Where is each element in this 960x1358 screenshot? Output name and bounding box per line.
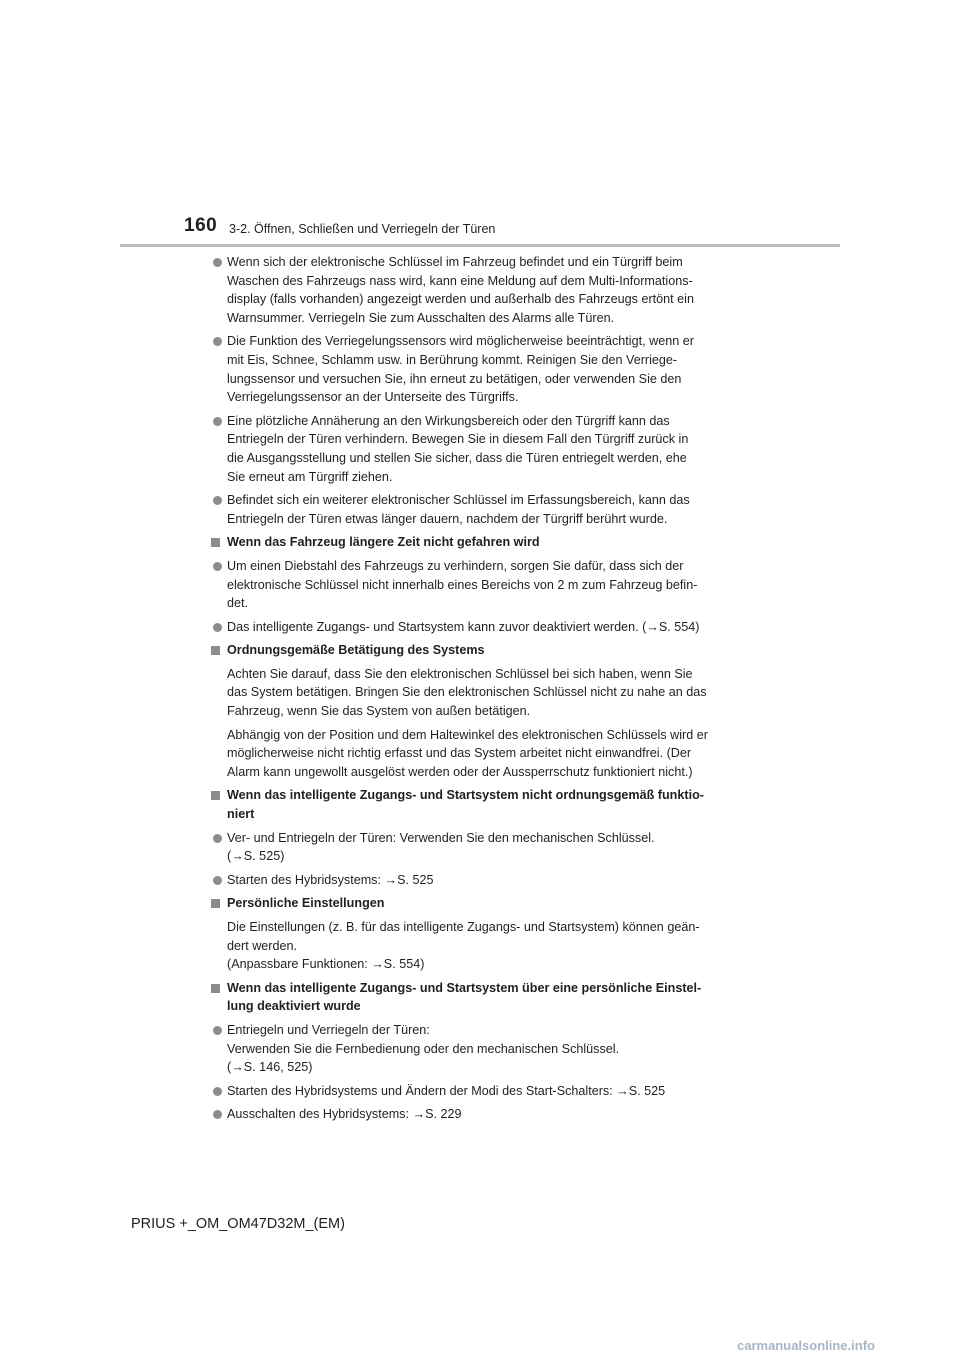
manual-code: PRIUS +_OM_OM47D32M_(EM) [131, 1216, 345, 1232]
bullet-dot-icon [213, 876, 222, 885]
text-line: Alarm kann ungewollt ausgelöst werden oder der Aussperrschutz funktioniert nicht.) [227, 764, 693, 779]
bullet-item [210, 253, 750, 327]
bullet-dot-icon [213, 623, 222, 632]
text-line: Starten des Hybridsystems: →S. 525 [227, 872, 434, 887]
text-line: Ver- und Entriegeln der Türen: Verwenden Sie den mechanischen Schlüssel. [227, 830, 655, 845]
text-line: (→S. 525) [227, 849, 285, 864]
text-line: Starten des Hybridsystems und Ändern der Modi des Start-Schalters: →S. 525 [227, 1083, 666, 1098]
text-line: elektronische Schlüssel nicht innerhalb eines Bereichs von 2 m zum Fahrzeug befin- [227, 577, 698, 592]
text-line: Die Einstellungen (z. B. für das intelligente Zugangs- und Startsystem) können geän- [227, 920, 700, 934]
heading-square-icon [211, 984, 220, 993]
text-line: Wenn sich der elektronische Schlüssel im Fahrzeug befindet und ein Türgriff beim [227, 255, 683, 269]
bullet-dot-icon [213, 417, 222, 426]
text-line: die Ausgangsstellung und stellen Sie sicher, dass die Türen entriegelt werden, ehe [227, 450, 687, 465]
text-line: Waschen des Fahrzeugs nass wird, kann eine Meldung auf dem Multi-Informations- [227, 273, 693, 288]
text-line: Eine plötzliche Annäherung an den Wirkungsbereich oder den Türgriff kann das [227, 413, 670, 428]
subsection-heading [210, 786, 750, 823]
text-line: Warnsummer. Verriegeln Sie zum Ausschalten des Alarms alle Türen. [227, 310, 615, 325]
section-title: 3-2. Öffnen, Schließen und Verriegeln der Türen [229, 222, 496, 236]
text-line: Persönliche Einstellungen [227, 896, 385, 911]
heading-square-icon [211, 899, 220, 908]
heading-square-icon [211, 791, 220, 800]
text-line: Sie erneut am Türgriff ziehen. [227, 469, 393, 484]
text-line: Verwenden Sie die Fernbedienung oder den mechanischen Schlüssel. [227, 1041, 620, 1056]
bullet-item [210, 491, 750, 528]
bullet-dot-icon [213, 1087, 222, 1096]
page-content [210, 253, 750, 1129]
bullet-dot-icon [213, 496, 222, 505]
text-line: (Anpassbare Funktionen: →S. 554) [227, 957, 425, 972]
text-line: niert [227, 807, 255, 822]
text-line: Abhängig von der Position und dem Haltewinkel des elektronischen Schlüssels wird er [227, 727, 708, 742]
text-line: dert werden. [227, 938, 298, 953]
bullet-item [210, 332, 750, 406]
paragraph [210, 726, 750, 782]
text-line: display (falls vorhanden) angezeigt werden und außerhalb des Fahrzeugs ertönt ein [227, 292, 694, 307]
bullet-item [210, 412, 750, 486]
watermark: carmanualsonline.info [737, 1338, 875, 1353]
bullet-item [210, 1082, 750, 1101]
text-line: (→S. 146, 525) [227, 1060, 313, 1075]
text-line: das System betätigen. Bringen Sie den elektronischen Schlüssel nicht zu nahe an das [227, 685, 707, 700]
text-line: Das intelligente Zugangs- und Startsystem kann zuvor deaktiviert werden. (→S. 554) [227, 619, 700, 634]
paragraph [210, 665, 750, 721]
bullet-dot-icon [213, 258, 222, 267]
text-line: Wenn das intelligente Zugangs- und Startsystem nicht ordnungsgemäß funktio- [227, 788, 704, 803]
text-line: Entriegeln und Verriegeln der Türen: [227, 1022, 430, 1037]
text-line: Ordnungsgemäße Betätigung des Systems [227, 643, 485, 658]
text-line: mit Eis, Schnee, Schlamm usw. in Berührung kommt. Reinigen Sie den Verriege- [227, 352, 678, 367]
text-line: Die Funktion des Verriegelungssensors wird möglicherweise beeinträchtigt, wenn er [227, 334, 694, 349]
subsection-heading [210, 641, 750, 660]
subsection-heading [210, 894, 750, 913]
text-line: Achten Sie darauf, dass Sie den elektronischen Schlüssel bei sich haben, wenn Sie [227, 666, 693, 681]
bullet-dot-icon [213, 562, 222, 571]
header-divider [120, 244, 840, 247]
bullet-dot-icon [213, 834, 222, 843]
text-line: Verriegelungssensor an der Unterseite des Türgriffs. [227, 390, 519, 405]
bullet-dot-icon [213, 1026, 222, 1035]
subsection-heading [210, 533, 750, 552]
text-line: Wenn das Fahrzeug längere Zeit nicht gefahren wird [227, 535, 540, 550]
bullet-item [210, 557, 750, 613]
text-line: Ausschalten des Hybridsystems: →S. 229 [227, 1107, 462, 1122]
bullet-item [210, 1021, 750, 1077]
text-line: Befindet sich ein weiterer elektronischer Schlüssel im Erfassungsbereich, kann das [227, 493, 690, 508]
heading-square-icon [211, 538, 220, 547]
subsection-heading [210, 979, 750, 1016]
bullet-item [210, 871, 750, 890]
text-line: Wenn das intelligente Zugangs- und Startsystem über eine persönliche Einstel- [227, 980, 702, 995]
bullet-item [210, 829, 750, 866]
text-line: Entriegeln der Türen verhindern. Bewegen Sie in diesem Fall den Türgriff zurück in [227, 432, 689, 447]
bullet-item [210, 618, 750, 637]
text-line: möglicherweise nicht richtig erfasst und das System arbeitet nicht einwandfrei. (Der [227, 746, 692, 761]
bullet-dot-icon [213, 1110, 222, 1119]
text-line: lung deaktiviert wurde [227, 999, 361, 1014]
bullet-item [210, 1105, 750, 1124]
text-line: det. [227, 596, 249, 611]
text-line: Fahrzeug, wenn Sie das System von außen betätigen. [227, 704, 531, 719]
page-number: 160 [184, 215, 218, 236]
paragraph [210, 918, 750, 974]
text-line: Um einen Diebstahl des Fahrzeugs zu verhindern, sorgen Sie dafür, dass sich der [227, 558, 684, 573]
bullet-dot-icon [213, 337, 222, 346]
text-line: lungssensor und versuchen Sie, ihn erneut zu betätigen, oder verwenden Sie den [227, 371, 682, 386]
heading-square-icon [211, 646, 220, 655]
text-line: Entriegeln der Türen etwas länger dauern, nachdem der Türgriff berührt wurde. [227, 511, 668, 526]
